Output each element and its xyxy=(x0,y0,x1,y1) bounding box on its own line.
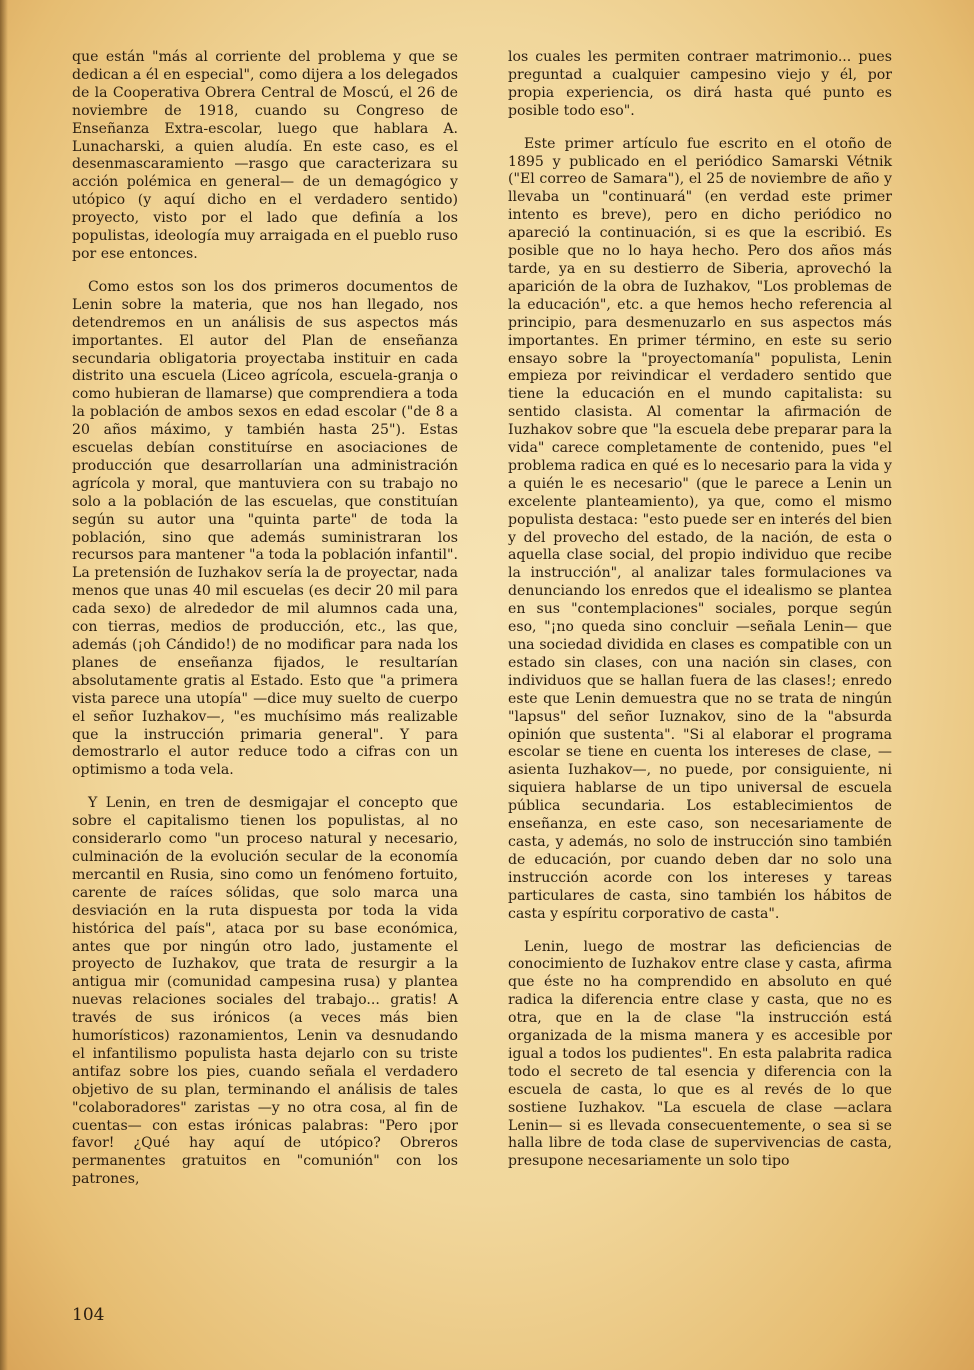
paragraph: Este primer artículo fue escrito en el otoño de 1895 y publicado en el periódico Samarski Vétnik ("El correo de Samara"), el 25 de noviembre de año y llevaba un "continuará" (en verdad este primer intento es breve), pero en dicho periódico no apareció la continuación, si es que la escribió. Es posible que no lo haya hecho. Pero dos años más tarde, ya en su destierro de Siberia, aprovechó la aparición de la obra de Iuzhakov, "Los problemas de la educación", etc. a que hemos hecho referencia al principio, para desmenuzarlo en sus aspectos más importantes. En primer término, en este su serio ensayo sobre la "proyectomanía" populista, Lenin empieza por reivindicar el verdadero sentido que tiene la educación en el mundo capitalista: su sentido clasista. Al comentar la afirmación de Iuzhakov sobre que "la escuela debe preparar para la vida" carece completamente de contenido, pues "el problema radica en qué es lo necesario para la vida y a quién le es necesario" (que le parece a Lenin un excelente planteamiento), ya que, como el mismo populista destaca: "esto puede ser en interés del bien y del provecho del estado, de la nación, de esta o aquella clase social, del propio individuo que recibe la instrucción", al analizar tales formulaciones va denunciando los enredos que el idealismo se plantea en sus "contemplaciones" sociales, porque según eso, "¡no queda sino concluir —señala Lenin— que una sociedad dividida en clases es compatible con un estado sin clases, con una nación sin clases, con individuos que se hallan fuera de las clases!; enredo este que Lenin demuestra que no se trata de ningún "lapsus" del señor Iuznakov, sino de la "absurda opinión que sustenta". "Si al elaborar el programa escolar se tiene en cuenta los intereses de clase, —asienta Iuzhakov—, no puede, por consiguiente, ni siquiera hablarse de un tipo universal de escuela pública secundaria. Los establecimientos de enseñanza, en este caso, son necesariamente de casta, y además, no solo de instrucción sino también de educación, por cuando deben dar no solo una instrucción acorde con los intereses y tareas particulares de casta, sino también los hábitos de casta y espíritu corporativo de casta". xyxy=(508,135,892,922)
page-edge-shadow xyxy=(0,0,8,1370)
paragraph: Y Lenin, en tren de desmigajar el concepto que sobre el capitalismo tienen los populistas, al no considerarlo como "un proceso natural y necesario, culminación de la evolución secular de la economía mercantil en Rusia, sino como un fenómeno fortuito, carente de raíces sólidas, que solo marca una desviación en la ruta dispuesta por toda la vida histórica del país", ataca por su base económica, antes que por ningún otro lado, justamente el proyecto de Iuzhakov, que trata de resurgir a la antigua mir (comunidad campesina rusa) y plantea nuevas relaciones sociales del trabajo... gratis! A través de sus irónicos (a veces más bien humorísticos) razonamientos, Lenin va desnudando el infantilismo populista hasta dejarlo con su triste antifaz sobre los pies, cuando señala el verdadero objetivo de su plan, terminando el análisis de tales "colaboradores" zaristas —y no otra cosa, al fin de cuentas— con estas irónicas palabras: "Pero ¡por favor! ¿Qué hay aquí de utópico? Obreros permanentes gratuitos en "comunión" con los patrones, xyxy=(72,795,458,1188)
left-text-column xyxy=(72,49,458,1204)
paragraph: Lenin, luego de mostrar las deficiencias de conocimiento de Iuzhakov entre clase y casta, afirma que éste no ha comprendido en absoluto en qué radica la diferencia entre clase y casta, que no es otra, que en la de clase "la instrucción está organizada de la misma manera y es accesible por igual a todos los pudientes". En esta palabrita radica todo el secreto de tal esencia y diferencia con la escuela de casta, lo que es al revés de lo que sostiene Iuzhakov. "La escuela de clase —aclara Lenin— si es llevada consecuentemente, o sea si se halla libre de toda clase de supervivencias de casta, presupone necesariamente un solo tipo xyxy=(508,938,892,1170)
paragraph: que están "más al corriente del problema y que se dedican a él en especial", como dijera a los delegados de la Cooperativa Obrera Central de Moscú, el 26 de noviembre de 1918, cuando su Congreso de Enseñanza Extra-escolar, luego que hablara A. Lunacharski, a quien aludía. En este caso, es el desenmascaramiento —rasgo que caracterizara su acción polémica en general— de un demagógico y utópico (y aquí dicho en el verdadero sentido) proyecto, visto por el lado que definía a los populistas, ideología muy arraigada en el pueblo ruso por ese entonces. xyxy=(72,49,458,262)
page-number: 104 xyxy=(72,1305,105,1325)
paragraph: los cuales les permiten contraer matrimonio... pues preguntad a cualquier campesino viejo y él, por propia experiencia, os dirá hasta qué punto es posible todo eso". xyxy=(508,49,892,119)
paragraph: Como estos son los dos primeros documentos de Lenin sobre la materia, que nos han llegado, nos detendremos en un análisis de sus aspectos más importantes. El autor del Plan de enseñanza secundaria obligatoria proyectaba instituir en cada distrito una escuela (Liceo agrícola, escuela-granja o como hubieran de llamarse) que comprendiera a toda la población de ambos sexos en edad escolar ("de 8 a 20 años máximo, y también hasta 25"). Estas escuelas debían constituírse en asociaciones de producción que desarrollarían una administración agrícola y moral, que mantuviera con su trabajo no solo a la población de las escuelas, que constituían según su autor una "quinta parte" de toda la población, sino que además suministraran los recursos para mantener "a toda la población infantil". La pretensión de Iuzhakov sería la de proyectar, nada menos que unas 40 mil escuelas (es decir 20 mil para cada sexo) de alrededor de mil alumnos cada una, con tierras, medios de producción, etc., las que, además (¡oh Cándido!) de no modificar para nada los planes de enseñanza fijados, le resultarían absolutamente gratis al Estado. Esto que "a primera vista parece una utopía" —dice muy suelto de cuerpo el señor Iuzhakov—, "es muchísimo más realizable que la instrucción primaria general". Y para demostrarlo el autor reduce todo a cifras con un optimismo a toda vela. xyxy=(72,278,458,779)
right-text-column xyxy=(508,49,892,1186)
